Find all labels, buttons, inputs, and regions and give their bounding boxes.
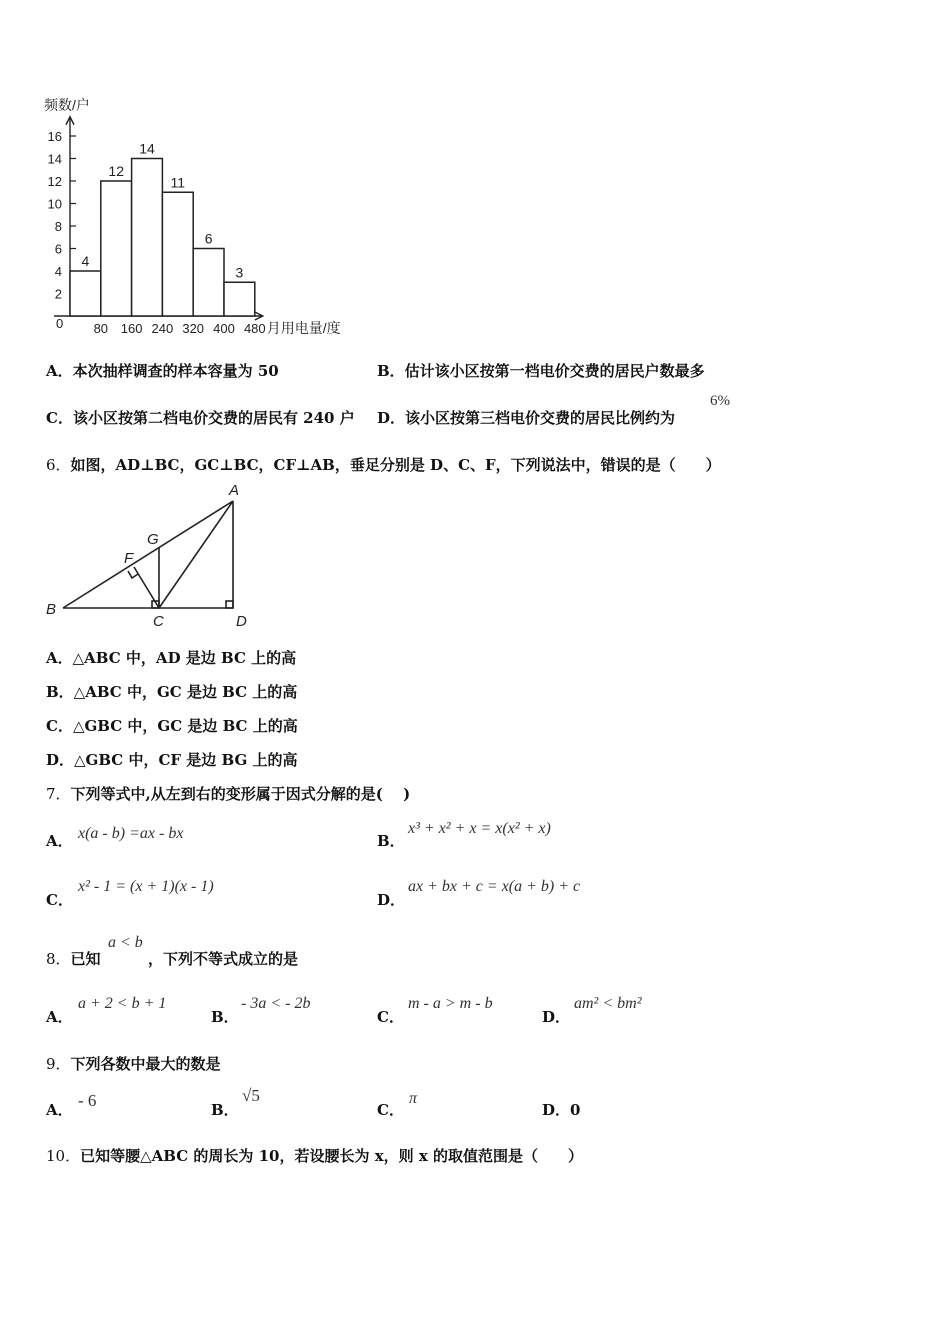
q8-number: 8． [46,950,71,968]
histogram-bar [162,192,193,316]
q5-option-c: C．该小区按第二档电价交费的居民有 240 户 [46,409,355,427]
q5-option-d-math: 6% [710,393,730,409]
q8-stem [46,948,101,969]
bar-value-label: 3 [235,264,244,281]
q9-option-d: D．0 [542,1101,581,1119]
label-G: G [147,531,159,548]
y-tick-label: 12 [47,174,62,189]
histogram-chart [0,0,420,345]
q8-stem-math: a < b [108,934,143,951]
q10-number: 10． [46,1147,81,1165]
q8-math-a: a + 2 < b + 1 [78,995,167,1012]
q5-option-d: D．该小区按第三档电价交费的居民比例约为 [377,409,676,427]
origin-label: 0 [56,316,64,331]
bar-value-label: 4 [81,253,90,269]
y-tick-label: 16 [47,129,62,144]
label-A: A [229,482,240,499]
bar-value-label: 11 [170,174,186,191]
x-tick-label: 480 [243,321,266,336]
q7-number: 7． [46,785,71,803]
q8-label-a: A． [46,1008,73,1026]
y-tick-label: 2 [54,286,62,302]
histogram-bar [101,181,132,316]
label-F: F [124,550,134,567]
segment-CF [134,567,159,608]
q6-option-d: D．△GBC 中，CF 是边 BG 上的高 [46,751,298,769]
histogram-bar [193,249,224,317]
q9-stem [46,1053,221,1074]
bar-value-label: 12 [108,163,124,179]
y-tick-label: 4 [54,264,62,279]
q9-math-b: √5 [242,1086,260,1105]
q7-math-a: x(a - b) =ax - bx [78,825,184,842]
label-D: D [236,613,247,630]
q8-text-post: ，下列不等式成立的是 [148,950,299,968]
q6-option-b: B．△ABC 中，GC 是边 BC 上的高 [46,683,298,701]
q7-label-d: D． [377,891,406,909]
x-tick-label: 160 [120,321,143,336]
histogram-bar [132,159,163,317]
q8-math-c: m - a > m - b [408,995,493,1012]
segment-AC [159,501,233,608]
label-C: C [153,613,164,630]
q9-number: 9． [46,1055,71,1073]
x-axis-label: 月用电量/度 [266,320,341,336]
q9-math-c: π [409,1090,418,1107]
q8-label-c: C． [377,1008,404,1026]
y-tick-label: 8 [54,219,62,234]
y-axis-label: 频数/户 [44,97,90,113]
q7-label-b: B． [377,832,405,850]
x-tick-label: 320 [182,321,205,336]
y-tick-label: 14 [47,151,62,167]
q9-math-a: - 6 [78,1091,97,1110]
histogram-bar [224,282,255,316]
q6-text: 如图，AD⊥BC，GC⊥BC，CF⊥AB，垂足分别是 D、C、F，下列说法中，错误的是（ ） [70,456,721,474]
x-tick-label: 400 [213,321,235,336]
bar-value-label: 14 [139,140,155,157]
x-tick-label: 80 [93,321,109,336]
right-angle-D [226,601,233,608]
q8-label-d: D． [542,1008,571,1026]
q7-label-a: A． [46,832,73,850]
q7-text: 下列等式中,从左到右的变形属于因式分解的是( ) [70,785,411,803]
triangle-figure [0,478,300,638]
y-tick-label: 6 [54,241,62,257]
q9-label-a: A． [46,1101,73,1119]
q6-option-c: C．△GBC 中，GC 是边 BC 上的高 [46,717,298,735]
y-tick-label: 10 [47,196,62,212]
q7-label-c: C． [46,891,73,909]
segment-BA [63,501,233,608]
histogram-bar [70,271,101,316]
q10-text: 已知等腰△ABC 的周长为 10，若设腰长为 x，则 x 的取值范围是（ ） [80,1147,584,1165]
label-B: B [46,601,57,618]
x-tick-label: 240 [151,321,174,336]
q5-option-a: A．本次抽样调查的样本容量为 50 [46,362,279,380]
q5-option-b: B．估计该小区按第一档电价交费的居民户数最多 [377,362,705,380]
q8-math-d: am² < bm² [574,995,642,1012]
q7-stem [46,783,410,804]
q6-stem [46,454,721,475]
q9-text: 下列各数中最大的数是 [70,1055,221,1073]
q10-stem [46,1145,583,1166]
q7-math-c: x² - 1 = (x + 1)(x - 1) [78,878,214,895]
q6-number: 6． [46,456,71,474]
q7-math-b: x³ + x² + x = x(x² + x) [408,820,551,837]
q8-text-pre: 已知 [70,950,101,968]
q6-option-a: A．△ABC 中，AD 是边 BC 上的高 [46,649,297,667]
q8-label-b: B． [211,1008,239,1026]
bar-value-label: 6 [204,230,213,247]
q8-math-b: - 3a < - 2b [241,995,311,1012]
q7-math-d: ax + bx + c = x(a + b) + c [408,878,581,895]
q9-label-b: B． [211,1101,239,1119]
q9-label-c: C． [377,1101,404,1119]
